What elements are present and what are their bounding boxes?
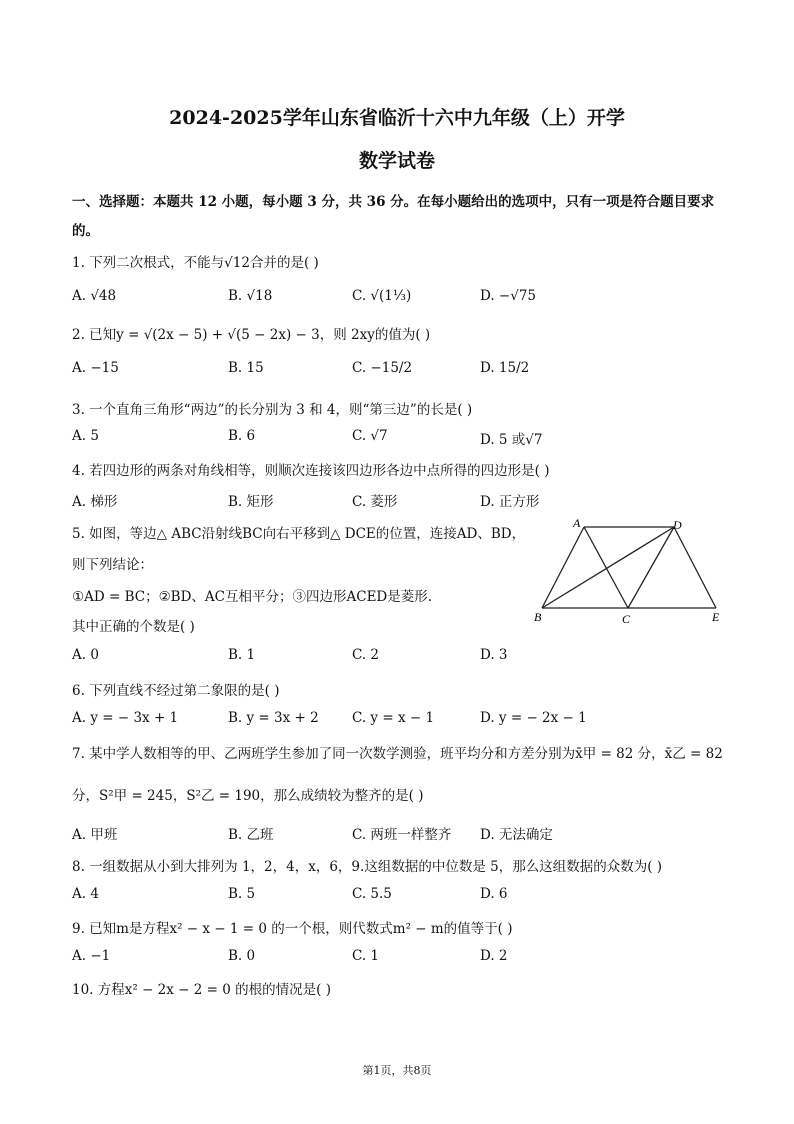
vertex-label-b: B [534,610,542,624]
q9-option-a: A. −1 [72,948,111,964]
document-title-line1: 2024-2025学年山东省临沂十六中九年级（上）开学 [169,107,625,129]
q9-option-b: B. 0 [228,948,256,964]
q7-option-c: C. 两班一样整齐 [352,827,452,843]
page-footer: 第1页，共8页 [362,1064,432,1077]
question-9-stem: 9. 已知m是方程x² − x − 1 = 0 的一个根，则代数式m² − m的值等于( ) [72,921,513,937]
q5-option-b: B. 1 [228,647,256,663]
q4-option-a: A. 梯形 [72,494,118,510]
segment-ac [584,527,628,608]
question-5-stem: 5. 如图，等边△ ABC沿射线BC向右平移到△ DCE的位置，连接AD、BD， [72,526,526,542]
question-5-stem-4: 其中正确的个数是( ) [72,619,195,635]
question-5-stem-3: ①AD = BC；②BD、AC互相平分；③四边形ACED是菱形. [72,589,433,605]
question-8-stem: 8. 一组数据从小到大排列为 1，2，4，x，6，9.这组数据的中位数是 5，那么这组数据的众数为( ) [72,859,663,875]
segment-bd [542,527,674,608]
q6-option-b: B. y = 3x + 2 [228,710,319,726]
segment-dc [628,527,674,608]
q2-option-c: C. −15/2 [352,360,413,376]
q8-option-b: B. 5 [228,886,256,902]
vertex-label-e: E [712,610,720,624]
question-2-stem: 2. 已知y = √(2x − 5) + √(5 − 2x) − 3，则 2xy的值为( ) [72,327,431,343]
question-5-stem-2: 则下列结论： [72,557,153,573]
question-3-stem: 3. 一个直角三角形“两边”的长分别为 3 和 4，则“第三边”的长是( ) [72,402,473,418]
q8-option-a: A. 4 [72,886,99,902]
q9-option-d: D. 2 [480,948,508,964]
parallelogram-figure [528,515,738,630]
q7-option-d: D. 无法确定 [480,827,553,843]
q7-option-a: A. 甲班 [72,827,118,843]
q6-option-a: A. y = − 3x + 1 [72,710,179,726]
vertex-label-c: C [622,612,631,626]
q4-option-d: D. 正方形 [480,494,540,510]
question-6-stem: 6. 下列直线不经过第二象限的是( ) [72,683,280,699]
q1-option-a: A. √48 [72,288,117,304]
q6-option-d: D. y = − 2x − 1 [480,710,587,726]
vertex-label-d: D [673,518,682,532]
section-heading: 一、选择题：本题共 12 小题，每小题 3 分，共 36 分。在每小题给出的选项中，只有一项是符合题目要求 [72,194,715,210]
q4-option-b: B. 矩形 [228,494,274,510]
segment-de [674,527,716,608]
q4-option-c: C. 菱形 [352,494,398,510]
section-heading-cont: 的。 [72,223,99,239]
q3-option-a: A. 5 [72,428,99,444]
q3-option-b: B. 6 [228,428,256,444]
q9-option-c: C. 1 [352,948,380,964]
q6-option-c: C. y = x − 1 [352,710,435,726]
question-7-stem-2: 分，S²甲 = 245，S²乙 = 190，那么成绩较为整齐的是( ) [72,788,424,804]
q1-option-c: C. √(1⅓) [352,288,412,304]
q7-option-b: B. 乙班 [228,827,274,843]
question-1-stem: 1. 下列二次根式，不能与√12合并的是( ) [72,255,319,271]
document-title-line2: 数学试卷 [358,150,435,172]
q2-option-a: A. −15 [72,360,119,376]
q2-option-b: B. 15 [228,360,264,376]
q8-option-d: D. 6 [480,886,508,902]
q3-option-c: C. √7 [352,428,388,444]
vertex-label-a: A [573,516,581,530]
q1-option-d: D. −√75 [480,288,537,304]
question-4-stem: 4. 若四边形的两条对角线相等，则顺次连接该四边形各边中点所得的四边形是( ) [72,463,550,479]
q3-option-d: D. 5 或√7 [480,432,543,448]
q2-option-d: D. 15/2 [480,360,530,376]
q5-option-a: A. 0 [72,647,99,663]
q5-option-d: D. 3 [480,647,508,663]
q8-option-c: C. 5.5 [352,886,392,902]
question-10-stem: 10. 方程x² − 2x − 2 = 0 的根的情况是( ) [72,982,331,998]
question-7-stem: 7. 某中学人数相等的甲、乙两班学生参加了同一次数学测验，班平均分和方差分别为x̄甲 = 82 分，x̄乙 = 82 [72,746,723,762]
q5-option-c: C. 2 [352,647,380,663]
q1-option-b: B. √18 [228,288,273,304]
